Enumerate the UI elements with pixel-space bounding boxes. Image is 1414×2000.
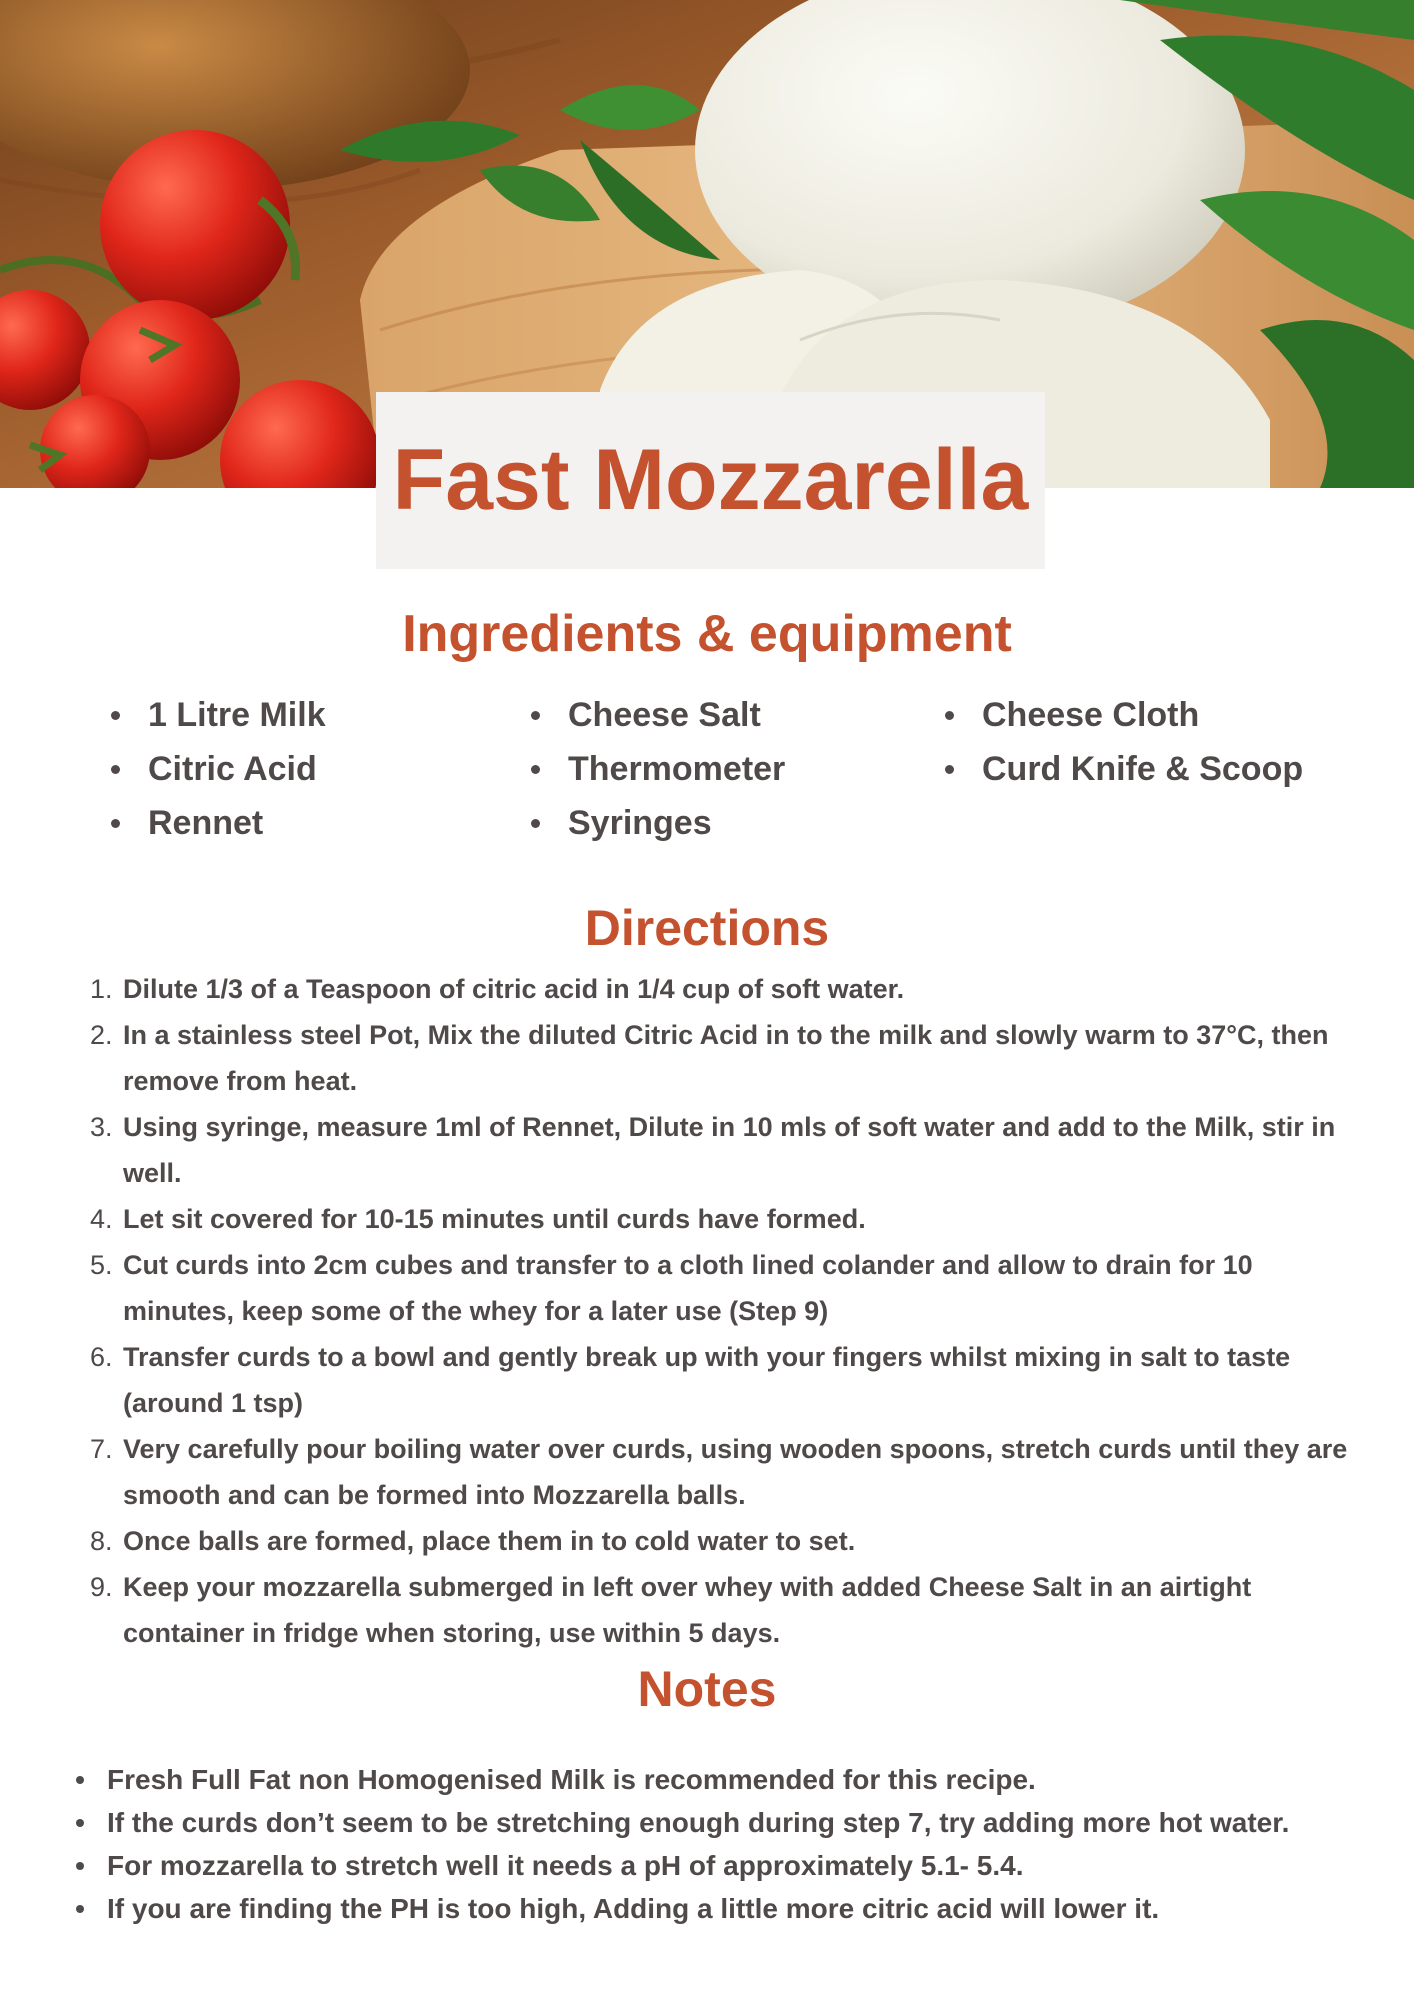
ingredient-item: Citric Acid	[111, 742, 326, 796]
directions-heading: Directions	[584, 900, 830, 956]
step-text: Once balls are formed, place them in to cold water to set.	[123, 1526, 856, 1556]
step-number: 9.	[90, 1572, 113, 1602]
bullet-icon	[76, 1819, 84, 1827]
step-text: Cut curds into 2cm cubes and transfer to a cloth lined colander and allow to drain for 10 minutes, keep some of the whey for a later use (Step 9)	[123, 1250, 1253, 1326]
step-text: Keep your mozzarella submerged in left over whey with added Cheese Salt in an airtight container in fridge when storing, use within 5 days.	[123, 1572, 1252, 1648]
bullet-icon	[111, 765, 120, 774]
direction-step	[90, 1104, 1360, 1196]
note-item: Fresh Full Fat non Homogenised Milk is recommended for this recipe.	[72, 1758, 1382, 1801]
bullet-icon	[76, 1776, 84, 1784]
direction-step	[90, 1334, 1360, 1426]
title-banner	[376, 392, 1045, 569]
bullet-icon	[76, 1905, 84, 1913]
step-text: Using syringe, measure 1ml of Rennet, Dilute in 10 mls of soft water and add to the Milk, stir in well.	[123, 1112, 1336, 1188]
step-text: Dilute 1/3 of a Teaspoon of citric acid in 1/4 cup of soft water.	[123, 974, 905, 1004]
bullet-icon	[945, 711, 954, 720]
step-text: Let sit covered for 10-15 minutes until curds have formed.	[123, 1204, 866, 1234]
bullet-icon	[111, 711, 120, 720]
note-item: For mozzarella to stretch well it needs a pH of approximately 5.1- 5.4.	[72, 1844, 1382, 1887]
ingredient-item: 1 Litre Milk	[111, 688, 326, 742]
ingredients-heading: Ingredients & equipment	[402, 605, 1012, 663]
note-item: If you are finding the PH is too high, Adding a little more citric acid will lower it.	[72, 1887, 1382, 1930]
ingredients-column-3	[945, 688, 1303, 796]
step-number: 8.	[90, 1526, 113, 1556]
ingredient-item: Curd Knife & Scoop	[945, 742, 1303, 796]
direction-step	[90, 1426, 1360, 1518]
direction-step	[90, 966, 1360, 1012]
bullet-icon	[945, 765, 954, 774]
step-text: In a stainless steel Pot, Mix the diluted Citric Acid in to the milk and slowly warm to 37°C, then remove from heat.	[123, 1020, 1329, 1096]
direction-step	[90, 1242, 1360, 1334]
ingredients-column-2	[531, 688, 785, 850]
direction-step	[90, 1012, 1360, 1104]
step-text: Very carefully pour boiling water over curds, using wooden spoons, stretch curds until they are smooth and can be formed into Mozzarella balls.	[123, 1434, 1348, 1510]
step-number: 1.	[90, 974, 113, 1004]
notes-heading: Notes	[637, 1661, 777, 1717]
step-text: Transfer curds to a bowl and gently break up with your fingers whilst mixing in salt to taste (around 1 tsp)	[123, 1342, 1291, 1418]
direction-step	[90, 1518, 1360, 1564]
step-number: 6.	[90, 1342, 113, 1372]
bullet-icon	[111, 819, 120, 828]
note-item: If the curds don’t seem to be stretching enough during step 7, try adding more hot water.	[72, 1801, 1382, 1844]
step-number: 5.	[90, 1250, 113, 1280]
ingredient-item: Cheese Cloth	[945, 688, 1303, 742]
bullet-icon	[531, 819, 540, 828]
direction-step	[90, 1196, 1360, 1242]
ingredient-item: Cheese Salt	[531, 688, 785, 742]
step-number: 3.	[90, 1112, 113, 1142]
direction-step	[90, 1564, 1360, 1656]
ingredient-item: Rennet	[111, 796, 326, 850]
ingredients-column-1	[111, 688, 326, 850]
directions-list	[90, 966, 1360, 1656]
notes-list	[72, 1758, 1382, 1930]
bullet-icon	[531, 711, 540, 720]
step-number: 2.	[90, 1020, 113, 1050]
step-number: 7.	[90, 1434, 113, 1464]
page-title: Fast Mozzarella	[392, 432, 1029, 528]
ingredient-item: Thermometer	[531, 742, 785, 796]
bullet-icon	[76, 1862, 84, 1870]
bullet-icon	[531, 765, 540, 774]
ingredient-item: Syringes	[531, 796, 785, 850]
step-number: 4.	[90, 1204, 113, 1234]
